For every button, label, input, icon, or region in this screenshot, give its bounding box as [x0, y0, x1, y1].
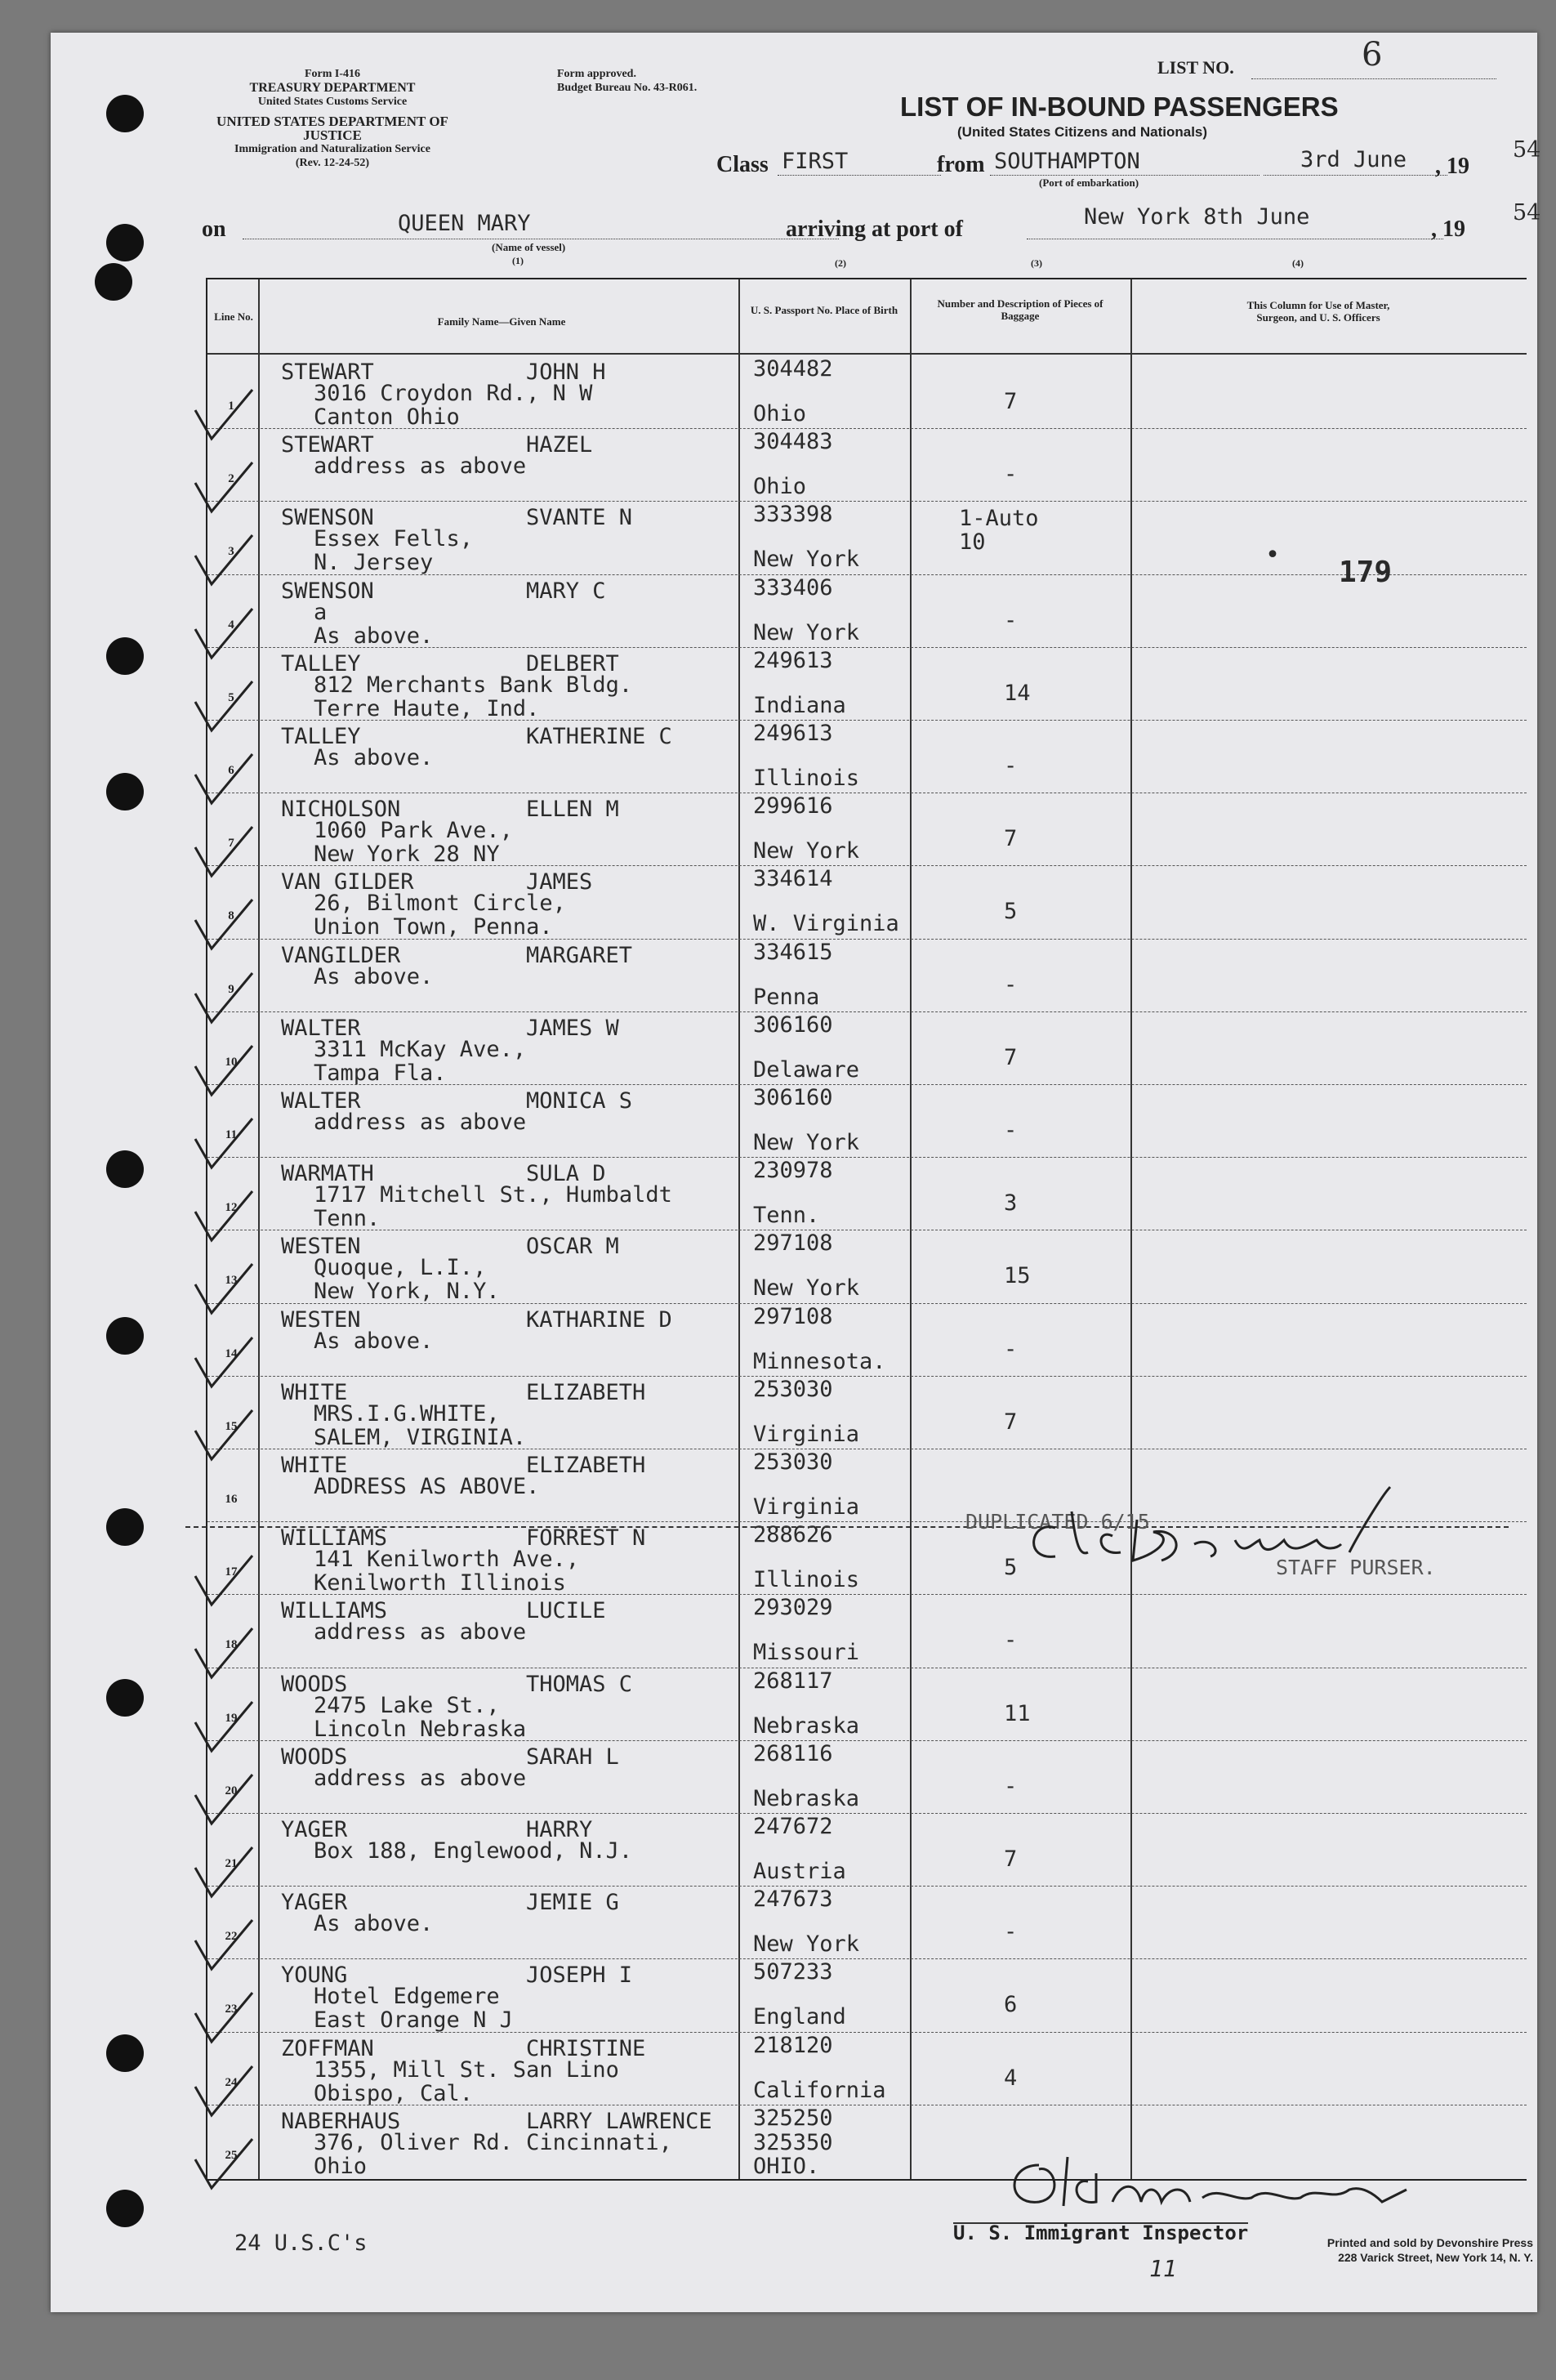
- passport-no: 306160: [753, 1085, 833, 1110]
- family-name: YAGER: [281, 1817, 348, 1842]
- manifest-sheet: [51, 33, 1541, 2312]
- vessel-value: QUEEN MARY: [398, 211, 531, 236]
- passport-no: 299616: [753, 793, 833, 819]
- line-number: 10: [225, 1055, 238, 1069]
- given-name: HAZEL: [526, 432, 593, 458]
- line-number: 9: [228, 982, 234, 996]
- address: Quoque, L.I., New York, N.Y.: [314, 1255, 500, 1305]
- baggage: 14: [1004, 680, 1031, 706]
- vessel-sub: (Name of vessel): [492, 241, 566, 253]
- punch-hole: [106, 224, 144, 261]
- given-name: ELIZABETH: [526, 1379, 646, 1405]
- date1-value: 3rd June: [1300, 147, 1407, 172]
- given-name: ELIZABETH: [526, 1453, 646, 1478]
- given-name: KATHERINE C: [526, 724, 672, 749]
- address: 3016 Croydon Rd., N W Canton Ohio: [314, 381, 593, 430]
- baggage: -: [1004, 1628, 1018, 1654]
- from-value: SOUTHAMPTON: [994, 149, 1140, 174]
- row-divider: [207, 647, 1527, 648]
- address: MRS.I.G.WHITE, SALEM, VIRGINIA.: [314, 1400, 527, 1450]
- punch-hole: [106, 637, 144, 675]
- address: 1060 Park Ave., New York 28 NY: [314, 818, 513, 868]
- address: Box 188, Englewood, N.J.: [314, 1838, 633, 1864]
- budget-bureau: Budget Bureau No. 43-R061.: [557, 82, 698, 94]
- baggage: 7: [1004, 826, 1018, 852]
- place-of-birth: Missouri: [753, 1640, 860, 1666]
- page-mark: 11: [1149, 2255, 1177, 2282]
- line-number: 6: [228, 764, 234, 777]
- table-row: [207, 1669, 1527, 1742]
- passport-no: 334614: [753, 866, 833, 892]
- col-header-officers: This Column for Use of Master, Surgeon, and U. S. Officers: [1246, 299, 1390, 324]
- address: 1355, Mill St. San Lino Obispo, Cal.: [314, 2056, 619, 2106]
- family-name: WILLIAMS: [281, 1598, 388, 1624]
- baggage: 5: [1004, 899, 1018, 925]
- row-divider: [207, 1303, 1527, 1304]
- baggage: 1-Auto 10: [959, 506, 1039, 556]
- table-row: [207, 1231, 1527, 1304]
- line-number: 1: [228, 400, 234, 413]
- arriving-label: arriving at port of: [786, 217, 963, 242]
- form-number: Form I-416: [304, 68, 361, 80]
- place-of-birth: 325350 OHIO.: [753, 2129, 833, 2179]
- table-row: [207, 357, 1527, 430]
- family-name: SWENSON: [281, 578, 374, 604]
- given-name: HARRY: [526, 1817, 593, 1842]
- agency-block: [202, 67, 463, 109]
- row-divider: [207, 428, 1527, 429]
- row-divider: [207, 1958, 1527, 1959]
- table-row: [207, 1815, 1527, 1887]
- baggage: -: [1004, 1118, 1018, 1143]
- year2-prefix: , 19: [1431, 217, 1465, 242]
- place-of-birth: Penna: [753, 984, 820, 1010]
- family-name: STEWART: [281, 432, 374, 458]
- table-row: [207, 430, 1527, 502]
- punch-hole: [106, 2034, 144, 2072]
- line-number: 19: [225, 1711, 238, 1725]
- passport-no: 507233: [753, 1959, 833, 1985]
- list-no-line: [1251, 78, 1496, 79]
- address: address as above: [314, 1765, 527, 1791]
- passport-no: 249613: [753, 721, 833, 746]
- line-number: 14: [225, 1346, 238, 1360]
- duplicated-stamp: DUPLICATED 6/15: [965, 1510, 1150, 1534]
- row-divider: [207, 939, 1527, 940]
- table-row: [207, 1305, 1527, 1378]
- passport-no: 247672: [753, 1814, 833, 1839]
- table-row: [207, 1159, 1527, 1231]
- address: address as above: [314, 453, 527, 480]
- address: As above.: [314, 745, 434, 770]
- passport-no: 268117: [753, 1668, 833, 1694]
- passport-no: 218120: [753, 2032, 833, 2058]
- year2-value: 54: [1513, 200, 1541, 225]
- date1-line: [1264, 175, 1447, 176]
- col-num-2: (2): [835, 257, 846, 269]
- passport-no: 288626: [753, 1522, 833, 1548]
- family-name: NICHOLSON: [281, 797, 401, 823]
- col-num-4: (4): [1292, 257, 1304, 269]
- class-value: FIRST: [782, 149, 849, 174]
- row-divider: [207, 1376, 1527, 1377]
- passport-no: 297108: [753, 1230, 833, 1257]
- line-number: 18: [225, 1638, 238, 1652]
- baggage: -: [1004, 462, 1018, 488]
- passenger-table: [206, 278, 1527, 2181]
- table-row: [207, 1960, 1527, 2033]
- inspector-signature: [990, 2141, 1415, 2230]
- check-mark: [187, 2131, 261, 2196]
- punch-hole: [95, 263, 132, 301]
- address: Essex Fells, N. Jersey: [314, 526, 474, 576]
- given-name: JAMES: [526, 869, 593, 895]
- given-name: SULA D: [526, 1161, 606, 1187]
- baggage: 7: [1004, 389, 1018, 414]
- family-name: WHITE: [281, 1453, 348, 1478]
- family-name: TALLEY: [281, 650, 361, 676]
- table-row: [207, 1013, 1527, 1086]
- baggage: -: [1004, 971, 1018, 998]
- passport-no: 325250: [753, 2105, 833, 2131]
- address: 1717 Mitchell St., Humbaldt Tenn.: [314, 1182, 672, 1232]
- family-name: NABERHAUS: [281, 2108, 401, 2134]
- dept-justice: UNITED STATES DEPARTMENT OF JUSTICE: [216, 114, 448, 143]
- given-name: MARY C: [526, 578, 606, 604]
- baggage: -: [1004, 1773, 1018, 1799]
- col-header-baggage: Number and Description of Pieces of Baggage: [937, 297, 1103, 322]
- vessel-num: (1): [512, 255, 524, 266]
- line-number: 17: [225, 1565, 238, 1579]
- family-name: VANGILDER: [281, 942, 401, 968]
- family-name: STEWART: [281, 359, 374, 385]
- passport-no: 306160: [753, 1011, 833, 1038]
- place-of-birth: Illinois: [753, 766, 860, 791]
- punch-hole: [106, 1508, 144, 1546]
- given-name: CHRISTINE: [526, 2035, 646, 2061]
- place-of-birth: Virginia: [753, 1494, 860, 1520]
- place-of-birth: Nebraska: [753, 1785, 860, 1811]
- punch-hole: [106, 1150, 144, 1188]
- family-name: YOUNG: [281, 1962, 348, 1989]
- family-name: TALLEY: [281, 724, 361, 749]
- page-title: LIST OF IN-BOUND PASSENGERS: [900, 92, 1339, 122]
- address: As above.: [314, 1911, 434, 1937]
- table-row: [207, 1887, 1527, 1960]
- place-of-birth: Ohio: [753, 474, 807, 500]
- address: As above.: [314, 963, 434, 989]
- family-name: YAGER: [281, 1890, 348, 1916]
- address: 2475 Lake St., Lincoln Nebraska: [314, 1692, 527, 1742]
- table-row: [207, 721, 1527, 794]
- dept-treasury: TREASURY DEPARTMENT: [249, 81, 416, 95]
- given-name: JOSEPH I: [526, 1962, 633, 1989]
- line-number: 8: [228, 909, 234, 923]
- place-of-birth: Virginia: [753, 1421, 860, 1447]
- family-name: WALTER: [281, 1088, 361, 1114]
- given-name: FORREST N: [526, 1525, 646, 1552]
- table-row: [207, 867, 1527, 940]
- year1-value: 54: [1513, 137, 1541, 163]
- address: 812 Merchants Bank Bldg. Terre Haute, Ind.: [314, 672, 633, 721]
- line-number: 7: [228, 837, 234, 851]
- header-rule: [207, 353, 1527, 355]
- passport-no: 253030: [753, 1449, 833, 1475]
- dot-mark: •: [1265, 541, 1281, 569]
- address: 141 Kenilworth Ave., Kenilworth Illinois: [314, 1547, 580, 1596]
- place-of-birth: Austria: [753, 1859, 846, 1884]
- port-sub: (Port of embarkation): [1039, 176, 1139, 189]
- given-name: DELBERT: [526, 650, 619, 676]
- passport-no: 293029: [753, 1595, 833, 1621]
- line-number: 25: [225, 2148, 238, 2162]
- line-number: 20: [225, 1784, 238, 1797]
- passport-no: 297108: [753, 1303, 833, 1329]
- line-number: 23: [225, 2003, 238, 2016]
- given-name: ELLEN M: [526, 797, 619, 823]
- baggage: -: [1004, 753, 1018, 779]
- table-row: [207, 1378, 1527, 1450]
- baggage: 5: [1004, 1555, 1018, 1581]
- from-label: from: [937, 152, 985, 177]
- passport-no: 268116: [753, 1740, 833, 1766]
- given-name: JOHN H: [526, 359, 606, 385]
- baggage: 15: [1004, 1263, 1031, 1289]
- baggage: 7: [1004, 1846, 1018, 1872]
- row-divider: [207, 720, 1527, 721]
- table-row: [207, 2034, 1527, 2106]
- given-name: LUCILE: [526, 1598, 606, 1624]
- place-of-birth: New York: [753, 547, 860, 573]
- list-no-label: LIST NO.: [1157, 57, 1234, 78]
- address: address as above: [314, 1110, 527, 1135]
- table-row: [207, 502, 1527, 575]
- baggage: 6: [1004, 1992, 1018, 2018]
- baggage: -: [1004, 607, 1018, 633]
- family-name: WESTEN: [281, 1306, 361, 1333]
- line-number: 11: [225, 1128, 238, 1141]
- family-name: WILLIAMS: [281, 1525, 388, 1552]
- address: a As above.: [314, 599, 434, 649]
- place-of-birth: Illinois: [753, 1567, 860, 1593]
- row-divider: [207, 574, 1527, 575]
- agency-block-2: [202, 114, 463, 170]
- line-number: 21: [225, 1857, 238, 1870]
- table-row: [207, 794, 1527, 867]
- line-number: 22: [225, 1930, 238, 1944]
- passport-no: 304482: [753, 356, 833, 382]
- baggage: 7: [1004, 1044, 1018, 1070]
- passport-no: 333406: [753, 574, 833, 601]
- line-number: 24: [225, 2075, 238, 2089]
- place-of-birth: Nebraska: [753, 1712, 860, 1739]
- row-divider: [207, 2032, 1527, 2033]
- place-of-birth: New York: [753, 619, 860, 645]
- baggage: 3: [1004, 1190, 1018, 1217]
- row-divider: [207, 501, 1527, 502]
- place-of-birth: New York: [753, 1275, 860, 1302]
- from-line: [990, 175, 1260, 176]
- place-of-birth: New York: [753, 838, 860, 864]
- address: As above.: [314, 1328, 434, 1354]
- family-name: WESTEN: [281, 1234, 361, 1260]
- family-name: SWENSON: [281, 505, 374, 531]
- col-num-3: (3): [1031, 257, 1042, 269]
- line-number: 2: [228, 472, 234, 486]
- on-label: on: [202, 217, 226, 242]
- line-number: 15: [225, 1419, 238, 1433]
- row-divider: [207, 1594, 1527, 1595]
- line-number: 16: [225, 1493, 238, 1506]
- given-name: SARAH L: [526, 1744, 619, 1770]
- line-number: 12: [225, 1201, 238, 1215]
- given-name: THOMAS C: [526, 1671, 633, 1697]
- line-number: 4: [228, 618, 234, 632]
- passport-no: 230978: [753, 1158, 833, 1184]
- family-name: WOODS: [281, 1671, 348, 1697]
- given-name: MONICA S: [526, 1088, 633, 1114]
- family-name: VAN GILDER: [281, 869, 414, 895]
- year1-prefix: , 19: [1435, 154, 1469, 179]
- table-row: [207, 1596, 1527, 1668]
- form-approved: Form approved.: [557, 68, 636, 80]
- table-row: [207, 576, 1527, 649]
- punch-hole: [106, 95, 144, 132]
- punch-hole: [106, 773, 144, 810]
- given-name: OSCAR M: [526, 1234, 619, 1260]
- given-name: MARGARET: [526, 942, 633, 968]
- class-line: [778, 175, 941, 176]
- given-name: LARRY LAWRENCE: [526, 2108, 712, 2134]
- place-of-birth: Minnesota.: [753, 1348, 886, 1374]
- page-subtitle: (United States Citizens and Nationals): [957, 124, 1208, 140]
- row-divider: [207, 1084, 1527, 1085]
- passport-no: 253030: [753, 1376, 833, 1402]
- row-divider: [207, 1886, 1527, 1887]
- passport-no: 304483: [753, 429, 833, 455]
- line-number: 13: [225, 1274, 238, 1288]
- family-name: WARMATH: [281, 1161, 374, 1187]
- baggage: -: [1004, 1919, 1018, 1945]
- place-of-birth: England: [753, 2004, 846, 2030]
- address: Hotel Edgemere East Orange N J: [314, 1984, 513, 2034]
- passport-no: 249613: [753, 647, 833, 673]
- officer-count: 179: [1339, 556, 1393, 589]
- given-name: JEMIE G: [526, 1890, 619, 1916]
- given-name: KATHARINE D: [526, 1306, 672, 1333]
- address: 376, Oliver Rd. Cincinnati, Ohio: [314, 2129, 672, 2179]
- baggage: 7: [1004, 1409, 1018, 1435]
- given-name: JAMES W: [526, 1015, 619, 1041]
- place-of-birth: New York: [753, 1931, 860, 1958]
- line-number: 3: [228, 545, 234, 559]
- passport-no: 334615: [753, 939, 833, 965]
- place-of-birth: California: [753, 2077, 886, 2103]
- total-count: 24 U.S.C's: [234, 2230, 368, 2256]
- line-number: 5: [228, 690, 234, 704]
- punch-hole: [106, 2190, 144, 2227]
- revision: (Rev. 12-24-52): [295, 157, 370, 169]
- inspector-label: U. S. Immigrant Inspector: [953, 2221, 1249, 2244]
- family-name: WOODS: [281, 1744, 348, 1770]
- col-header-passport: U. S. Passport No. Place of Birth: [750, 304, 898, 316]
- approval-block: [557, 67, 778, 95]
- row-divider: [207, 865, 1527, 866]
- family-name: WALTER: [281, 1015, 361, 1041]
- place-of-birth: New York: [753, 1130, 860, 1155]
- table-row: [207, 1742, 1527, 1815]
- row-divider: [207, 1011, 1527, 1012]
- punch-hole: [106, 1317, 144, 1355]
- baggage: 4: [1004, 2065, 1018, 2091]
- given-name: SVANTE N: [526, 505, 633, 531]
- printer-credit: Printed and sold by Devonshire Press 228 Varick Street, New York 14, N. Y.: [1326, 2236, 1533, 2264]
- row-divider: [207, 1813, 1527, 1814]
- dept-treasury-sub: United States Customs Service: [257, 96, 408, 108]
- place-of-birth: Ohio: [753, 401, 807, 426]
- table-row: [207, 649, 1527, 721]
- address: 3311 McKay Ave., Tampa Fla.: [314, 1036, 527, 1086]
- col-header-line-no: Line No.: [214, 310, 253, 323]
- row-divider: [207, 1157, 1527, 1158]
- class-label: Class: [716, 152, 769, 177]
- dept-justice-sub: Immigration and Naturalization Service: [234, 143, 430, 155]
- arrival-value: New York 8th June: [1084, 204, 1310, 230]
- staff-purser: STAFF PURSER.: [1276, 1556, 1436, 1579]
- place-of-birth: Indiana: [753, 692, 846, 718]
- passport-no: 247673: [753, 1887, 833, 1913]
- table-row: [207, 1086, 1527, 1159]
- col-header-name: Family Name—Given Name: [437, 315, 566, 328]
- punch-hole: [106, 1679, 144, 1717]
- address: 26, Bilmont Circle, Union Town, Penna.: [314, 891, 566, 940]
- family-name: WHITE: [281, 1379, 348, 1405]
- address: address as above: [314, 1619, 527, 1645]
- baggage: -: [1004, 1336, 1018, 1362]
- family-name: ZOFFMAN: [281, 2035, 374, 2061]
- place-of-birth: Tenn.: [753, 1203, 820, 1229]
- baggage: 11: [1004, 1700, 1031, 1726]
- row-divider: [207, 1740, 1527, 1741]
- place-of-birth: W. Virginia: [753, 911, 899, 937]
- table-row: [207, 940, 1527, 1013]
- purser-signature: [998, 1479, 1407, 1593]
- list-no-value: 6: [1362, 36, 1383, 74]
- passport-no: 333398: [753, 502, 833, 528]
- place-of-birth: Delaware: [753, 1056, 860, 1083]
- address: ADDRESS AS ABOVE.: [314, 1474, 540, 1499]
